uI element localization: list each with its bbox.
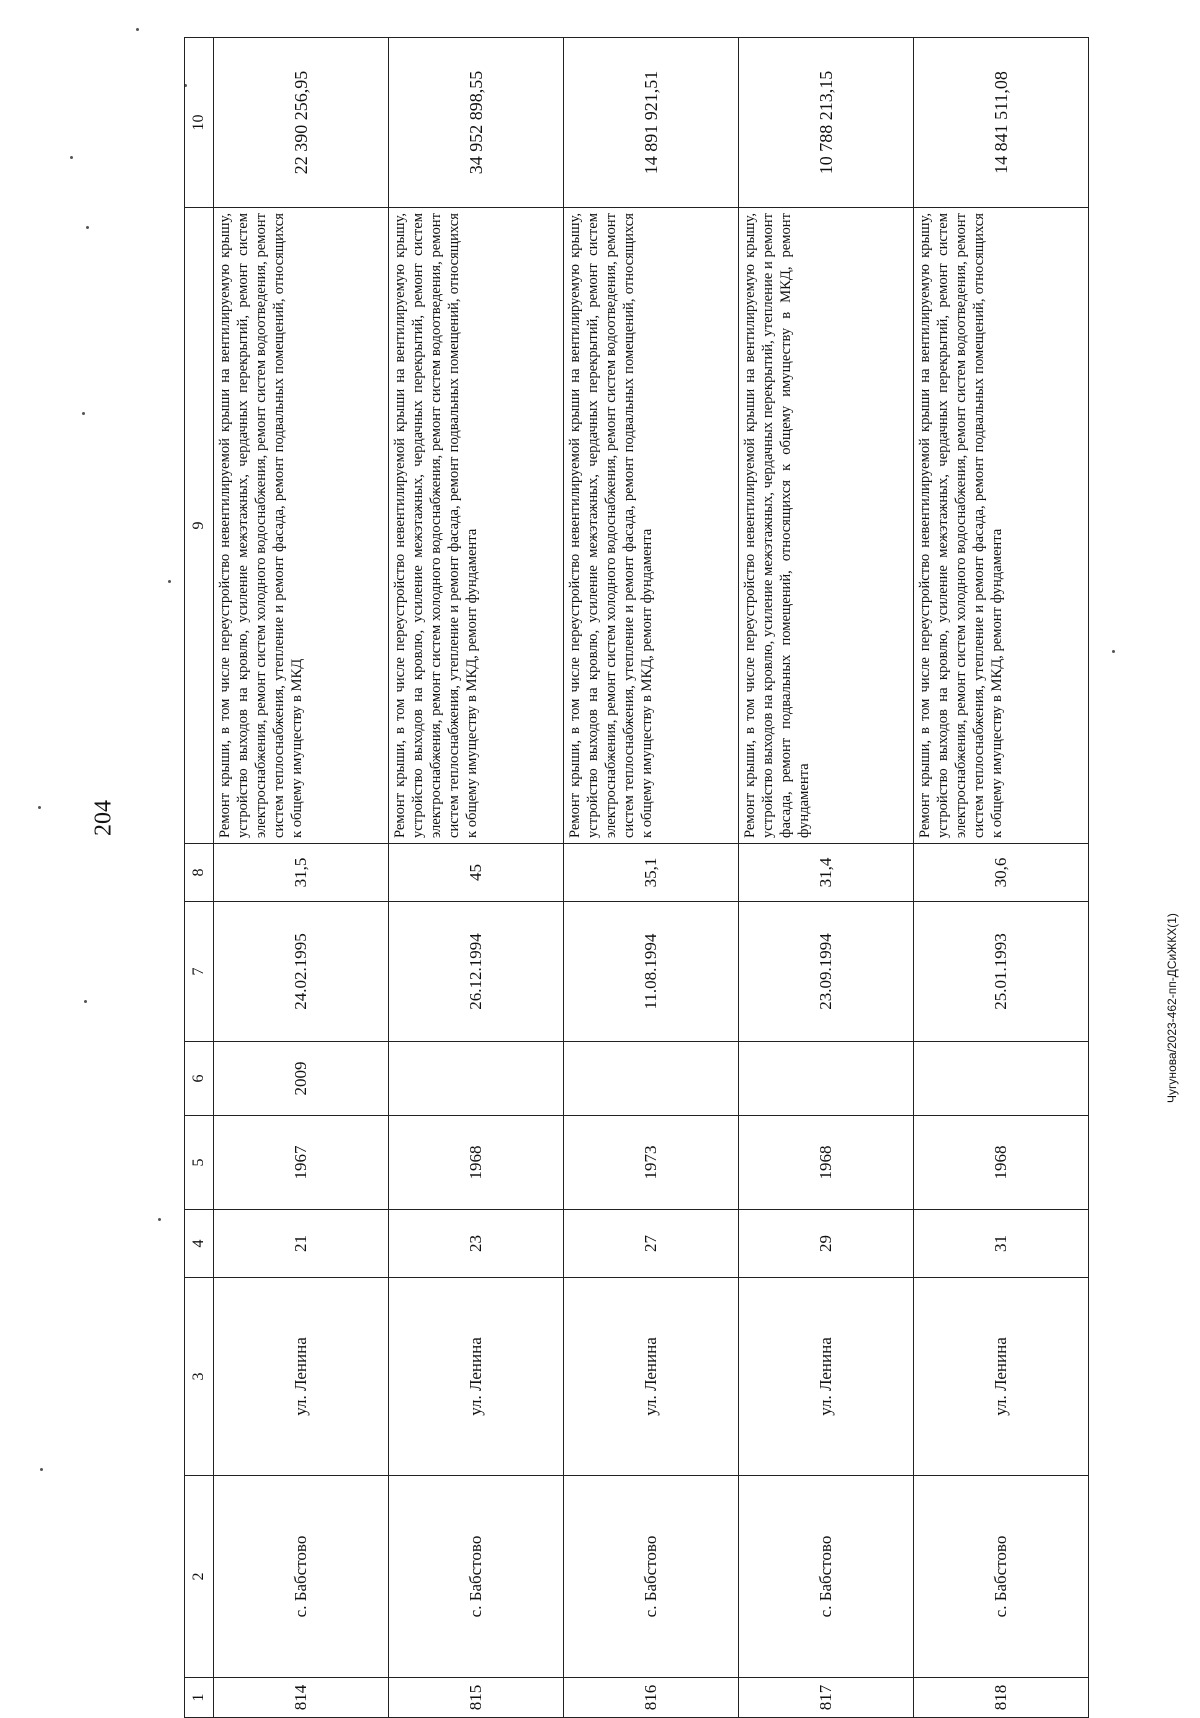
wear-percent-cell: 45: [389, 844, 564, 902]
build-year-cell: 1968: [739, 1116, 914, 1210]
works-description-cell: Ремонт крыши, в том числе переустройство невентилируемой крыши на вентилируемую крышу, устройство выходов на кровлю, усиление межэтажных, чердачных перекрытий, ремонт систем электроснабжения, ремонт систем холодного водоснабжения, ремонт систем водоотведения, ремонт систем теплоснабжения, утепление и ремонт фасада, ремонт подвальных помещений, относящихся к общему имуществу в МКД: [214, 208, 389, 844]
street-cell: ул. Ленина: [389, 1278, 564, 1476]
rotated-table-wrapper: [184, 38, 1088, 1718]
row-number-cell: 816: [564, 1678, 739, 1718]
build-year-cell: 1968: [389, 1116, 564, 1210]
settlement-cell: с. Бабстово: [564, 1476, 739, 1678]
wear-percent-cell: 31,5: [214, 844, 389, 902]
wear-percent-cell: 30,6: [914, 844, 1089, 902]
cost-cell: 10 788 213,15: [739, 38, 914, 208]
street-cell: ул. Ленина: [564, 1278, 739, 1476]
header-cell: 6: [185, 1042, 214, 1116]
capital-repair-table: [184, 37, 1089, 1718]
header-cell: 2: [185, 1476, 214, 1678]
header-cell: 5: [185, 1116, 214, 1210]
works-description-cell: Ремонт крыши, в том числе переустройство невентилируемой крыши на вентилируемую крышу, устройство выходов на кровлю, усиление межэтажных, чердачных перекрытий, ремонт систем электроснабжения, ремонт систем холодного водоснабжения, ремонт систем водоотведения, ремонт систем теплоснабжения, утепление и ремонт фасада, ремонт подвальных помещений, относящихся к общему имуществу в МКД, ремонт фундамента: [914, 208, 1089, 844]
wear-percent-cell: 31,4: [739, 844, 914, 902]
header-cell: 4: [185, 1210, 214, 1278]
table-row: [739, 38, 914, 1718]
build-year-cell: 1968: [914, 1116, 1089, 1210]
header-cell: 1: [185, 1678, 214, 1718]
works-description-cell: Ремонт крыши, в том числе переустройство невентилируемой крыши на вентилируемую крышу, устройство выходов на кровлю, усиление межэтажных, чердачных перекрытий, утепление и ремонт фасада, ремонт подвальных помещений, относящихся к общему имуществу в МКД, ремонт фундамента: [739, 208, 914, 844]
table-row: [389, 38, 564, 1718]
cost-cell: 34 952 898,55: [389, 38, 564, 208]
header-row: [185, 38, 214, 1718]
wear-percent-cell: 35,1: [564, 844, 739, 902]
table-row: [564, 38, 739, 1718]
cost-cell: 14 891 921,51: [564, 38, 739, 208]
privatization-year-cell: [564, 1042, 739, 1116]
row-number-cell: 817: [739, 1678, 914, 1718]
house-number-cell: 23: [389, 1210, 564, 1278]
settlement-cell: с. Бабстово: [214, 1476, 389, 1678]
settlement-cell: с. Бабстово: [739, 1476, 914, 1678]
first-privatization-date-cell: 24.02.1995: [214, 902, 389, 1042]
table-row: [214, 38, 389, 1718]
table-row: [914, 38, 1089, 1718]
first-privatization-date-cell: 11.08.1994: [564, 902, 739, 1042]
street-cell: ул. Ленина: [739, 1278, 914, 1476]
header-cell: 8: [185, 844, 214, 902]
house-number-cell: 27: [564, 1210, 739, 1278]
settlement-cell: с. Бабстово: [389, 1476, 564, 1678]
privatization-year-cell: [389, 1042, 564, 1116]
privatization-year-cell: 2009: [214, 1042, 389, 1116]
cost-cell: 22 390 256,95: [214, 38, 389, 208]
settlement-cell: с. Бабстово: [914, 1476, 1089, 1678]
privatization-year-cell: [739, 1042, 914, 1116]
first-privatization-date-cell: 23.09.1994: [739, 902, 914, 1042]
street-cell: ул. Ленина: [214, 1278, 389, 1476]
row-number-cell: 818: [914, 1678, 1089, 1718]
row-number-cell: 815: [389, 1678, 564, 1718]
build-year-cell: 1973: [564, 1116, 739, 1210]
first-privatization-date-cell: 26.12.1994: [389, 902, 564, 1042]
first-privatization-date-cell: 25.01.1993: [914, 902, 1089, 1042]
page-number: 204: [90, 800, 117, 836]
privatization-year-cell: [914, 1042, 1089, 1116]
house-number-cell: 31: [914, 1210, 1089, 1278]
build-year-cell: 1967: [214, 1116, 389, 1210]
header-cell: 7: [185, 902, 214, 1042]
row-number-cell: 814: [214, 1678, 389, 1718]
header-cell: 3: [185, 1278, 214, 1476]
works-description-cell: Ремонт крыши, в том числе переустройство невентилируемой крыши на вентилируемую крышу, устройство выходов на кровлю, усиление межэтажных, чердачных перекрытий, ремонт систем электроснабжения, ремонт систем холодного водоснабжения, ремонт систем водоотведения, ремонт систем теплоснабжения, утепление и ремонт фасада, ремонт подвальных помещений, относящихся к общему имуществу в МКД, ремонт фундамента: [564, 208, 739, 844]
cost-cell: 14 841 511,08: [914, 38, 1089, 208]
house-number-cell: 21: [214, 1210, 389, 1278]
header-cell: 10: [185, 38, 214, 208]
header-cell: 9: [185, 208, 214, 844]
house-number-cell: 29: [739, 1210, 914, 1278]
works-description-cell: Ремонт крыши, в том числе переустройство невентилируемой крыши на вентилируемую крышу, устройство выходов на кровлю, усиление межэтажных, чердачных перекрытий, ремонт систем электроснабжения, ремонт систем холодного водоснабжения, ремонт систем водоотведения, ремонт систем теплоснабжения, утепление и ремонт фасада, ремонт подвальных помещений, относящихся к общему имуществу в МКД, ремонт фундамента: [389, 208, 564, 844]
document-reference: Чугунова/2023-462-пп-ДСиЖКХ(1): [1165, 913, 1179, 1103]
street-cell: ул. Ленина: [914, 1278, 1089, 1476]
